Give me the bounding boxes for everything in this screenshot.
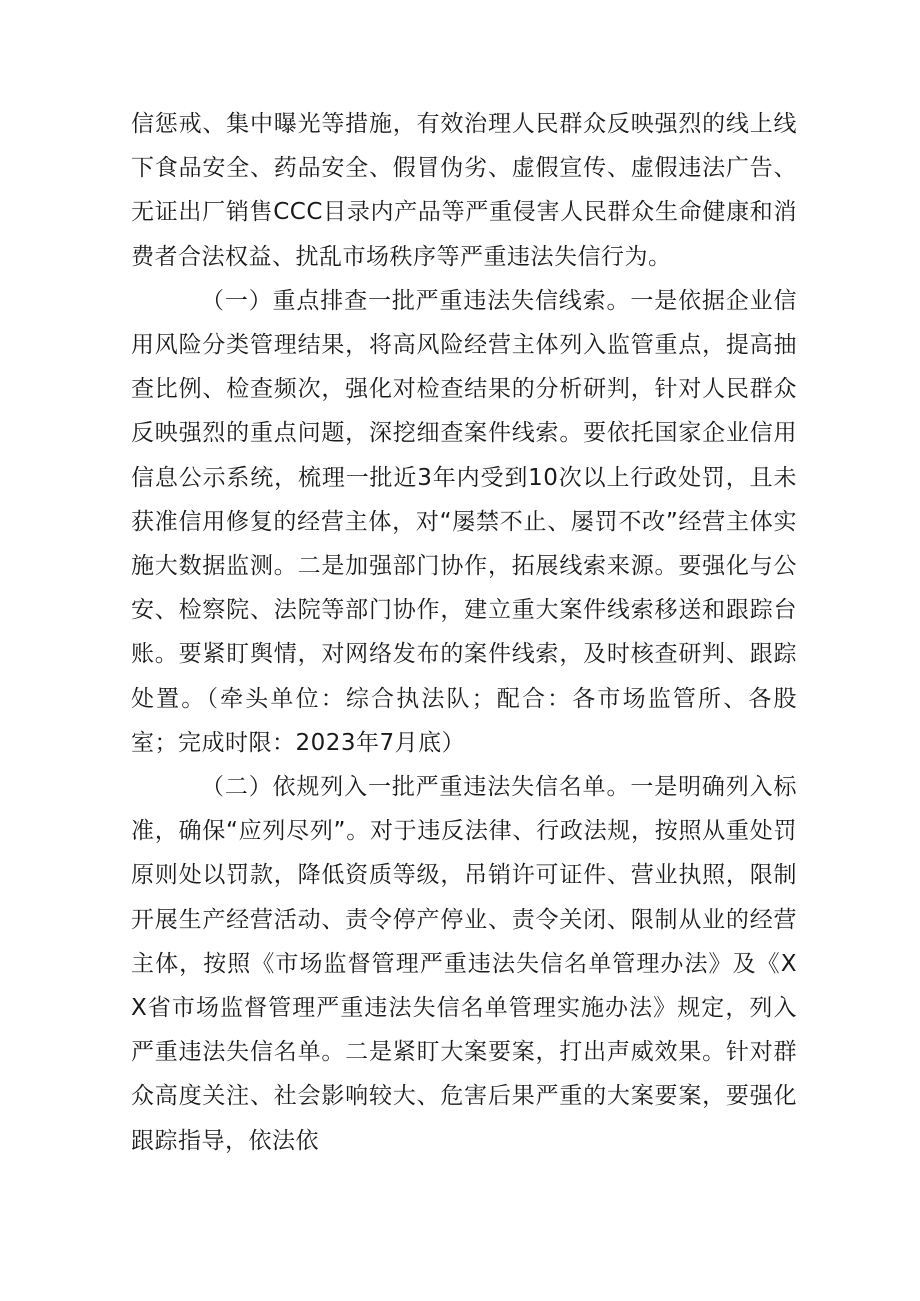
paragraph-section-2: （二）依规列入一批严重违法失信名单。一是明确列入标准，确保“应列尽列”。对于违反法律、行政法规，按照从重处罚原则处以罚款，降低资质等级，吊销许可证件、营业执照，限制开展生产经营活动、责令停产停业、责令关闭、限制从业的经营主体，按照《市场监督管理严重违法失信名单管理办法》及《XX省市场监督管理严重违法失信名单管理实施办法》规定，列入严重违法失信名单。二是紧盯大案要案，打出声威效果。针对群众高度关注、社会影响较大、危害后果严重的大案要案，要强化跟踪指导，依法依 xyxy=(131,774,797,1154)
document-page xyxy=(131,102,797,1163)
paragraph-intro: 信惩戒、集中曝光等措施，有效治理人民群众反映强烈的线上线下食品安全、药品安全、假冒伪劣、虚假宣传、虚假违法广告、无证出厂销售CCC目录内产品等严重侵害人民群众生命健康和消费者合法权益、扰乱市场秩序等严重违法失信行为。 xyxy=(131,111,797,270)
paragraph-section-1: （一）重点排查一批严重违法失信线索。一是依据企业信用风险分类管理结果，将高风险经营主体列入监管重点，提高抽查比例、检查频次，强化对检查结果的分析研判，针对人民群众反映强烈的重点问题，深挖细查案件线索。要依托国家企业信用信息公示系统，梳理一批近3年内受到10次以上行政处罚，且未获准信用修复的经营主体，对“屡禁不止、屡罚不改”经营主体实施大数据监测。二是加强部门协作，拓展线索来源。要强化与公安、检察院、法院等部门协作，建立重大案件线索移送和跟踪台账。要紧盯舆情，对网络发布的案件线索，及时核查研判、跟踪处置。（牵头单位：综合执法队；配合：各市场监管所、各股室；完成时限：2023年7月底） xyxy=(131,287,797,756)
